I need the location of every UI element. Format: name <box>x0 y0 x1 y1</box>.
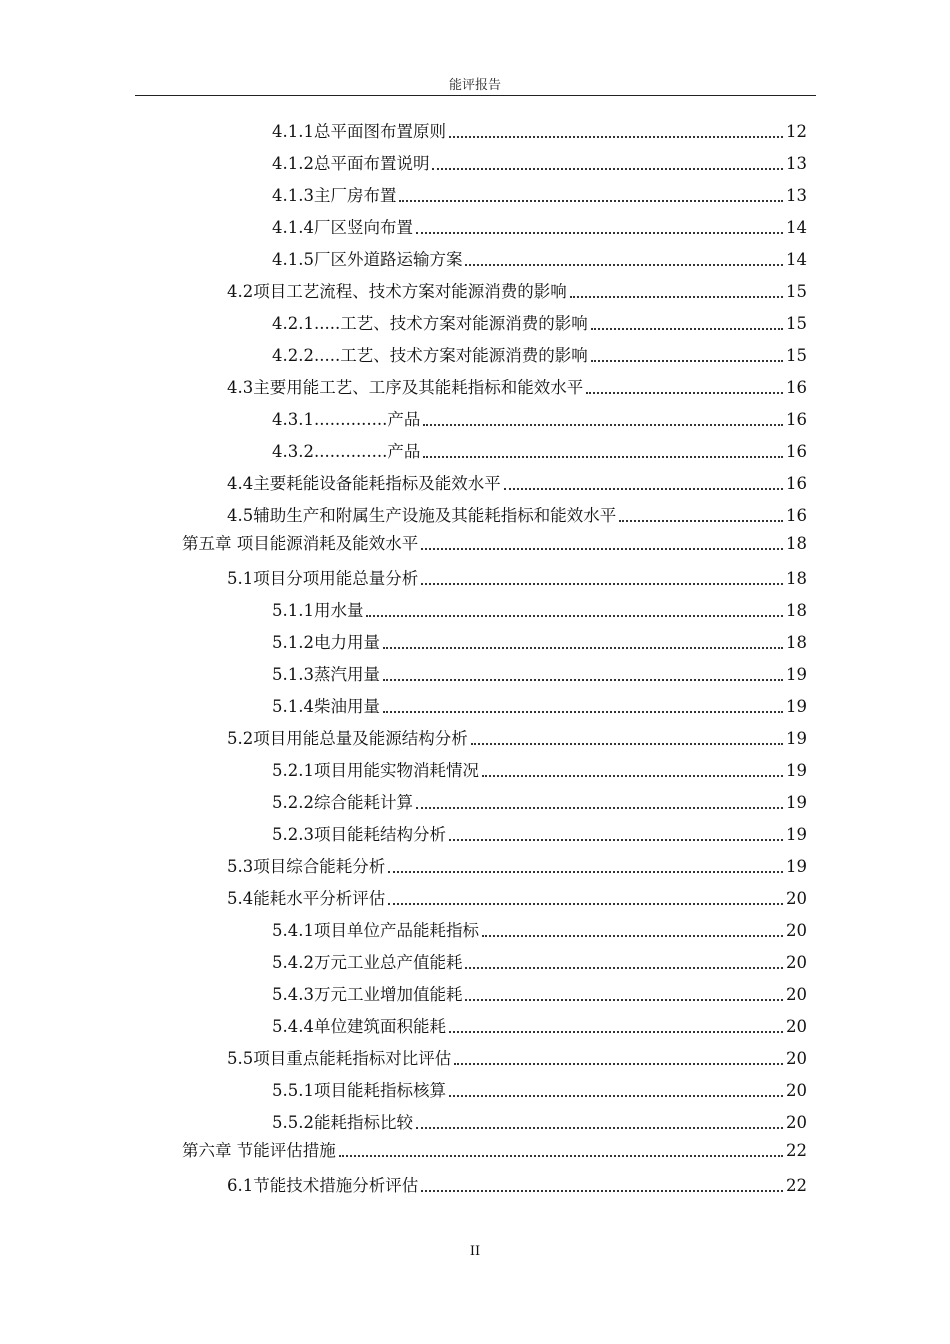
toc-entry-title: 第五章 项目能源消耗及能效水平 <box>182 534 419 553</box>
toc-entry[interactable] <box>272 151 807 175</box>
toc-entry[interactable] <box>272 950 807 974</box>
toc-entry[interactable] <box>272 247 807 271</box>
toc-entry-page: 19 <box>786 729 807 748</box>
toc-entry-number: 5.5.1 <box>272 1081 314 1100</box>
toc-dot-leader <box>383 647 783 649</box>
toc-dot-leader <box>339 1155 783 1157</box>
toc-dot-leader <box>471 743 783 745</box>
toc-entry-page: 13 <box>786 154 807 173</box>
toc-entry[interactable] <box>272 918 807 942</box>
toc-entry[interactable] <box>272 119 807 143</box>
toc-entry-number: 4.1.3 <box>272 186 314 205</box>
toc-dot-leader <box>388 871 783 873</box>
toc-entry-number: 5.1.3 <box>272 665 314 684</box>
toc-entry-title: 能耗水平分析评估 <box>253 889 386 908</box>
toc-entry-number: 5.3 <box>227 857 254 876</box>
toc-entry-number: 4.1.4 <box>272 218 314 237</box>
toc-entry-page: 18 <box>786 601 807 620</box>
toc-entry-title: 总平面布置说明 <box>313 154 430 173</box>
toc-entry-page: 22 <box>786 1141 807 1160</box>
toc-dot-leader <box>465 967 783 969</box>
toc-dot-leader <box>449 1031 783 1033</box>
toc-entry-title: 第六章 节能评估措施 <box>182 1141 336 1160</box>
toc-dot-leader <box>449 1095 783 1097</box>
toc-entry-title: 项目重点能耗指标对比评估 <box>253 1049 452 1068</box>
toc-entry-title: 主要用能工艺、工序及其能耗指标和能效水平 <box>253 378 584 397</box>
toc-entry-number: 4.2.2..... <box>272 346 341 365</box>
toc-entry-number: 4.2 <box>227 282 254 301</box>
toc-entry-number: 4.3.1.............. <box>272 410 388 429</box>
toc-entry[interactable] <box>272 311 807 335</box>
toc-entry[interactable] <box>227 886 807 910</box>
toc-dot-leader <box>399 200 783 202</box>
toc-entry-number: 5.4.3 <box>272 985 314 1004</box>
toc-entry[interactable] <box>272 1110 807 1134</box>
toc-dot-leader <box>421 1190 783 1192</box>
toc-entry[interactable] <box>272 758 807 782</box>
toc-entry-page: 16 <box>786 506 807 525</box>
toc-entry-number: 5.5.2 <box>272 1113 314 1132</box>
toc-entry-title: 蒸汽用量 <box>313 665 380 684</box>
toc-entry-title: 节能技术措施分析评估 <box>253 1176 419 1195</box>
toc-dot-leader <box>423 424 783 426</box>
toc-entry[interactable] <box>227 503 807 527</box>
toc-entry-page: 13 <box>786 186 807 205</box>
toc-entry-title: 工艺、技术方案对能源消费的影响 <box>340 314 588 333</box>
toc-entry-page: 19 <box>786 825 807 844</box>
toc-dot-leader <box>465 999 783 1001</box>
toc-entry-page: 14 <box>786 218 807 237</box>
toc-entry-title: 电力用量 <box>313 633 380 652</box>
toc-entry-number: 5.2.3 <box>272 825 314 844</box>
toc-dot-leader <box>423 456 783 458</box>
toc-entry-title: 单位建筑面积能耗 <box>313 1017 446 1036</box>
toc-dot-leader <box>619 520 783 522</box>
toc-entry-title: 项目综合能耗分析 <box>253 857 386 876</box>
toc-dot-leader <box>421 583 783 585</box>
toc-entry-page: 20 <box>786 921 807 940</box>
toc-entry-page: 20 <box>786 1081 807 1100</box>
toc-dot-leader <box>366 615 783 617</box>
toc-entry-page: 16 <box>786 410 807 429</box>
toc-entry[interactable] <box>272 598 807 622</box>
toc-dot-leader <box>416 807 783 809</box>
toc-entry-page: 14 <box>786 250 807 269</box>
toc-entry-page: 15 <box>786 282 807 301</box>
toc-entry-page: 16 <box>786 474 807 493</box>
toc-entry-title: 厂区竖向布置 <box>313 218 413 237</box>
toc-dot-leader <box>465 264 783 266</box>
toc-entry[interactable] <box>227 1046 807 1070</box>
toc-entry-page: 18 <box>786 534 807 553</box>
toc-dot-leader <box>570 296 783 298</box>
toc-entry-number: 6.1 <box>227 1176 254 1195</box>
toc-dot-leader <box>482 775 783 777</box>
toc-entry-page: 18 <box>786 633 807 652</box>
toc-entry-title: 用水量 <box>313 601 364 620</box>
toc-entry-page: 22 <box>786 1176 807 1195</box>
toc-entry-title: 主要耗能设备能耗指标及能效水平 <box>253 474 501 493</box>
toc-entry-title: 厂区外道路运输方案 <box>313 250 463 269</box>
toc-entry-number: 5.2.1 <box>272 761 314 780</box>
toc-entry[interactable] <box>272 662 807 686</box>
toc-dot-leader <box>383 679 783 681</box>
toc-entry-number: 4.1.5 <box>272 250 314 269</box>
toc-entry-page: 19 <box>786 857 807 876</box>
toc-entry-title: 总平面图布置原则 <box>313 122 446 141</box>
toc-entry-number: 4.1.2 <box>272 154 314 173</box>
toc-entry-page: 20 <box>786 953 807 972</box>
toc-entry-page: 19 <box>786 697 807 716</box>
toc-entry-number: 5.2 <box>227 729 254 748</box>
toc-entry-number: 4.1.1 <box>272 122 314 141</box>
toc-entry[interactable] <box>272 982 807 1006</box>
toc-entry-page: 20 <box>786 1049 807 1068</box>
toc-entry[interactable] <box>272 407 807 431</box>
toc-entry-page: 20 <box>786 889 807 908</box>
toc-entry[interactable] <box>272 790 807 814</box>
page-header-title: 能评报告 <box>448 78 501 93</box>
toc-entry-number: 4.3 <box>227 378 254 397</box>
toc-entry-page: 20 <box>786 1113 807 1132</box>
toc-entry-page: 19 <box>786 665 807 684</box>
toc-entry-title: 项目单位产品能耗指标 <box>313 921 479 940</box>
toc-entry-number: 5.4 <box>227 889 254 908</box>
toc-entry-number: 5.4.4 <box>272 1017 314 1036</box>
toc-entry-number: 4.3.2.............. <box>272 442 388 461</box>
toc-dot-leader <box>421 548 783 550</box>
toc-entry-title: 柴油用量 <box>313 697 380 716</box>
toc-entry-number: 5.4.1 <box>272 921 314 940</box>
toc-entry-page: 16 <box>786 442 807 461</box>
toc-entry-title: 万元工业增加值能耗 <box>313 985 463 1004</box>
toc-entry-number: 5.1 <box>227 569 254 588</box>
toc-entry-title: 项目能耗结构分析 <box>313 825 446 844</box>
toc-entry-title: 项目用能实物消耗情况 <box>313 761 479 780</box>
toc-entry[interactable] <box>272 630 807 654</box>
toc-entry[interactable] <box>272 439 807 463</box>
toc-entry-page: 19 <box>786 761 807 780</box>
toc-entry-page: 12 <box>786 122 807 141</box>
toc-entry[interactable] <box>227 726 807 750</box>
toc-entry-number: 5.2.2 <box>272 793 314 812</box>
toc-dot-leader <box>449 839 783 841</box>
toc-entry[interactable] <box>227 279 807 303</box>
toc-entry[interactable] <box>272 822 807 846</box>
toc-entry[interactable] <box>227 471 807 495</box>
toc-entry-title: 工艺、技术方案对能源消费的影响 <box>340 346 588 365</box>
toc-entry-title: 项目用能总量及能源结构分析 <box>253 729 468 748</box>
toc-entry[interactable] <box>272 1078 807 1102</box>
toc-entry-number: 4.4 <box>227 474 254 493</box>
toc-entry-title: 主厂房布置 <box>313 186 397 205</box>
toc-dot-leader <box>449 136 783 138</box>
toc-dot-leader <box>416 1127 783 1129</box>
toc-entry-number: 5.1.4 <box>272 697 314 716</box>
toc-dot-leader <box>504 488 783 490</box>
toc-entry[interactable] <box>272 343 807 367</box>
toc-entry[interactable] <box>227 1173 807 1197</box>
toc-entry[interactable] <box>227 854 807 878</box>
toc-entry[interactable] <box>182 1138 807 1162</box>
toc-dot-leader <box>388 903 783 905</box>
toc-entry-number: 5.4.2 <box>272 953 314 972</box>
toc-entry-number: 4.5 <box>227 506 254 525</box>
toc-dot-leader <box>432 168 783 170</box>
toc-entry[interactable] <box>272 1014 807 1038</box>
page-number: II <box>469 1244 481 1259</box>
toc-entry-number: 5.5 <box>227 1049 254 1068</box>
toc-entry-number: 5.1.2 <box>272 633 314 652</box>
toc-dot-leader <box>482 935 783 937</box>
toc-dot-leader <box>591 360 783 362</box>
toc-entry-title: 能耗指标比较 <box>313 1113 413 1132</box>
toc-entry-title: 综合能耗计算 <box>313 793 413 812</box>
toc-entry-number: 4.2.1..... <box>272 314 341 333</box>
toc-dot-leader <box>416 232 783 234</box>
toc-entry-title: 项目工艺流程、技术方案对能源消费的影响 <box>253 282 567 301</box>
toc-entry-title: 项目能耗指标核算 <box>313 1081 446 1100</box>
toc-entry-page: 19 <box>786 793 807 812</box>
toc-entry-page: 20 <box>786 985 807 1004</box>
toc-entry[interactable] <box>272 694 807 718</box>
toc-dot-leader <box>454 1063 783 1065</box>
toc-entry-title: 项目分项用能总量分析 <box>253 569 419 588</box>
toc-entry-title: 产品 <box>387 442 421 461</box>
toc-entry-page: 15 <box>786 314 807 333</box>
toc-dot-leader <box>591 328 783 330</box>
toc-entry-title: 辅助生产和附属生产设施及其能耗指标和能效水平 <box>253 506 617 525</box>
toc-entry[interactable] <box>182 531 807 555</box>
toc-entry[interactable] <box>272 183 807 207</box>
toc-entry-number: 5.1.1 <box>272 601 314 620</box>
toc-entry-page: 18 <box>786 569 807 588</box>
toc-entry-page: 15 <box>786 346 807 365</box>
toc-entry-page: 20 <box>786 1017 807 1036</box>
toc-dot-leader <box>383 711 783 713</box>
toc-dot-leader <box>586 392 783 394</box>
toc-entry-title: 产品 <box>387 410 421 429</box>
toc-entry[interactable] <box>227 566 807 590</box>
toc-entry[interactable] <box>272 215 807 239</box>
toc-entry-title: 万元工业总产值能耗 <box>313 953 463 972</box>
toc-entry[interactable] <box>227 375 807 399</box>
toc-entry-page: 16 <box>786 378 807 397</box>
